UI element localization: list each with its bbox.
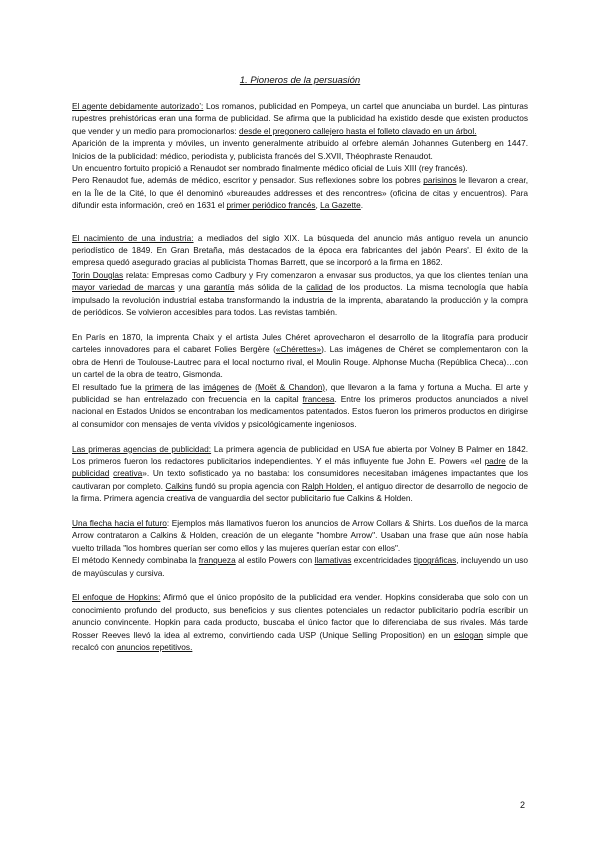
document-body [72, 100, 528, 666]
text-run: , que llevaron a la fama y fortuna a Mucha. El arte y publicidad se han entrelazado con frecuencia en la capital [72, 381, 528, 404]
text-run: Aparición de la imprenta y móviles, un invento generalmente atribuido al orfebre alemán Johannes Gutenberg en 1447. Inicios de la publicidad: médico, periodista y, publicista francés del S.XVII, Théophraste Renaudot. [72, 138, 528, 161]
text-run: de la [505, 455, 529, 466]
text-run: al estilo Powers con [235, 555, 315, 566]
paragraph-flecha [72, 517, 528, 579]
link-text[interactable]: parisinos [423, 175, 457, 186]
text-run: Pero Renaudot fue, además de médico, escritor y pensador. Sus reflexiones sobre los pobres [72, 175, 424, 186]
section-heading: Una flecha hacia el futuro [72, 517, 167, 528]
text-run: , [315, 200, 321, 211]
paragraph-industria [72, 232, 528, 319]
text-run: El resultado fue la [72, 381, 146, 392]
text-run: Afirmó que el único propósito de la publicidad era vender. Hopkins consideraba que solo con un conocimiento profundo del producto, sus beneficios y sus clientes potenciales un redactor publicitario podría escribir un anuncio convincente. Hopkin para cada producto, buscaba el único factor que lo diferenciaba de sus rivales. Más tarde Rosser Reeves llevó la idea al extremo, convirtiendo cada USP (Unique Selling Proposition) en un [72, 592, 528, 640]
section-heading: El enfoque de Hopkins: [72, 592, 161, 603]
paragraph-hopkins [72, 591, 528, 653]
text-run: La primera agencia de publicidad en USA fue abierta por Volney B Palmer en 1842. Los primeros fueron los redactores publicitarios independientes. Y el más influyente fue John E. Powers «el [72, 443, 529, 466]
link-text[interactable]: eslogan [453, 629, 484, 640]
link-text[interactable]: franqueza [198, 555, 236, 566]
text-run: excentricidades [351, 555, 414, 566]
paragraph-agencias [72, 443, 528, 505]
text-run: de las [173, 381, 204, 392]
link-text[interactable]: padre [484, 455, 506, 466]
text-run: relata: Empresas como Cadbury y Fry comenzaron a envasar sus productos, ya que los clientes tenían una [123, 269, 528, 280]
page-title: 1. Pioneros de la persuasión [239, 75, 361, 86]
text-run: a mediados del siglo XIX. La búsqueda del anuncio más antiguo revela un anuncio periodístico de 1849. En Gran Bretaña, más destacados de la época era fabricantes del jabón Pears'. El éxito de la empresa quedó asegurado gracias al publicista Thomas Barrett, que se incorporó a la firma en 1862. [72, 232, 528, 268]
paragraph-pioneros [72, 100, 528, 212]
link-text[interactable]: La Gazette [320, 200, 361, 211]
link-text[interactable]: primera [145, 381, 174, 392]
link-text[interactable]: tipográficas [413, 555, 457, 566]
text-run: de [239, 381, 256, 392]
text-run: simple que recalcó con [72, 629, 528, 652]
text-run: , incluyendo un uso de mayúsculas y cursiva. [72, 555, 528, 578]
link-text[interactable]: garantía [203, 282, 235, 293]
text-run: , el antiguo director de desarrollo de negocio de la firma. Primera agencia creativa de vanguardia del sector publicitario fue Calkins & Holden. [72, 480, 528, 504]
text-run: El método Kennedy combinaba la [72, 555, 199, 566]
text-run: ). Las imágenes de Chéret se complementaron con la obra de Henri de Toulouse-Lautrec para el local nocturno rival, el Moulin Rouge. Alphonse Mucha (República Checa)…con un cartel de la obra de teatro, Gismonda. [72, 344, 528, 380]
link-text[interactable]: Ralph Holden [301, 480, 353, 491]
text-run: : Ejemplos más llamativos fueron los anuncios de Arrow Collars & Shirts. Los dueños de la marca Arrow contrataron a Calkins & Holden, creación de un elegante "hombre Arrow". Usaban una frase que aún nose había vuelto trillada "los hombres querían ser como ellos y las mujeres querían estar con ellos". [72, 517, 528, 553]
page-number: 2 [519, 800, 525, 810]
text-run: ». Un texto sofisticado ya no bastaba: los consumidores necesitaban imágenes impactantes que los cautivaran por completo. [72, 468, 528, 491]
link-text[interactable]: francesa [302, 393, 335, 404]
text-run: . Entre los primeros productos anunciados a nivel nacional en Estados Unidos se encontraban los medicamentos patentados. Estos fueron los primeros productos en dirigirse al consumidor con mensajes de venta vívidos y psicológicamente ingeniosos. [72, 393, 528, 429]
section-heading: Las primeras agencias de publicidad: [72, 443, 212, 454]
link-text[interactable]: Calkins [165, 480, 193, 491]
section-heading: El nacimiento de una industria: [72, 232, 194, 243]
text-run: Un encuentro fortuito propició a Renaudot ser nombrado finalmente médico oficial de Luis XIII (rey francés). [72, 163, 468, 174]
text-run: . [360, 200, 364, 211]
link-text[interactable]: (Moët & Chandon) [255, 381, 326, 392]
link-text[interactable]: «Chérettes» [275, 344, 322, 355]
paragraph-paris [72, 331, 528, 430]
link-text[interactable]: mayor variedad de marcas [72, 282, 175, 293]
link-text[interactable]: imágenes [203, 381, 240, 392]
link-text[interactable]: calidad [306, 282, 333, 293]
link-text[interactable]: primer periódico francés [226, 200, 316, 211]
text-run: le llevaron a crear, en la Île de la Cité, lo que él denominó «bureaudes addresses et des rencontres» (oficina de citas y encuentros). Para difundir esta información, creó en 1631 el [72, 175, 529, 211]
text-run: y una [174, 282, 204, 293]
text-run: más sólida de la [234, 282, 307, 293]
section-heading: El agente debidamente autorizado’: [72, 101, 204, 111]
text-run: de los productos. La misma tecnología que había impulsado la revolución industrial estaba transformando la industria de la imprenta, abaratando la producción y la compra de periódicos. Se volvieron accesibles para todos. Las revistas también. [72, 282, 528, 318]
link-text[interactable]: publicidad [72, 468, 110, 479]
link-text[interactable]: Torin Douglas [72, 269, 124, 280]
link-text[interactable]: desde el pregonero callejero hasta el folleto clavado en un árbol. [238, 125, 477, 136]
text-run: Los romanos, publicidad en Pompeya, un cartel que anunciaba un burdel. Las pinturas rupestres prehistóricas eran una forma de publicidad. Se afirma que la publicidad ha existido desde que existen productos que vender y un medio para promocionarlos: [72, 101, 528, 136]
text-run: En París en 1870, la imprenta Chaix y el artista Jules Chéret aprovecharon el desarrollo de la litografía para producir carteles innovadores para el cabaret Folies Bergère ( [72, 331, 528, 355]
link-text[interactable]: creativa [113, 468, 143, 479]
link-text[interactable]: anuncios repetitivos. [116, 642, 193, 652]
text-run: fundó su propia agencia con [192, 480, 302, 491]
link-text[interactable]: llamativas [314, 555, 352, 566]
